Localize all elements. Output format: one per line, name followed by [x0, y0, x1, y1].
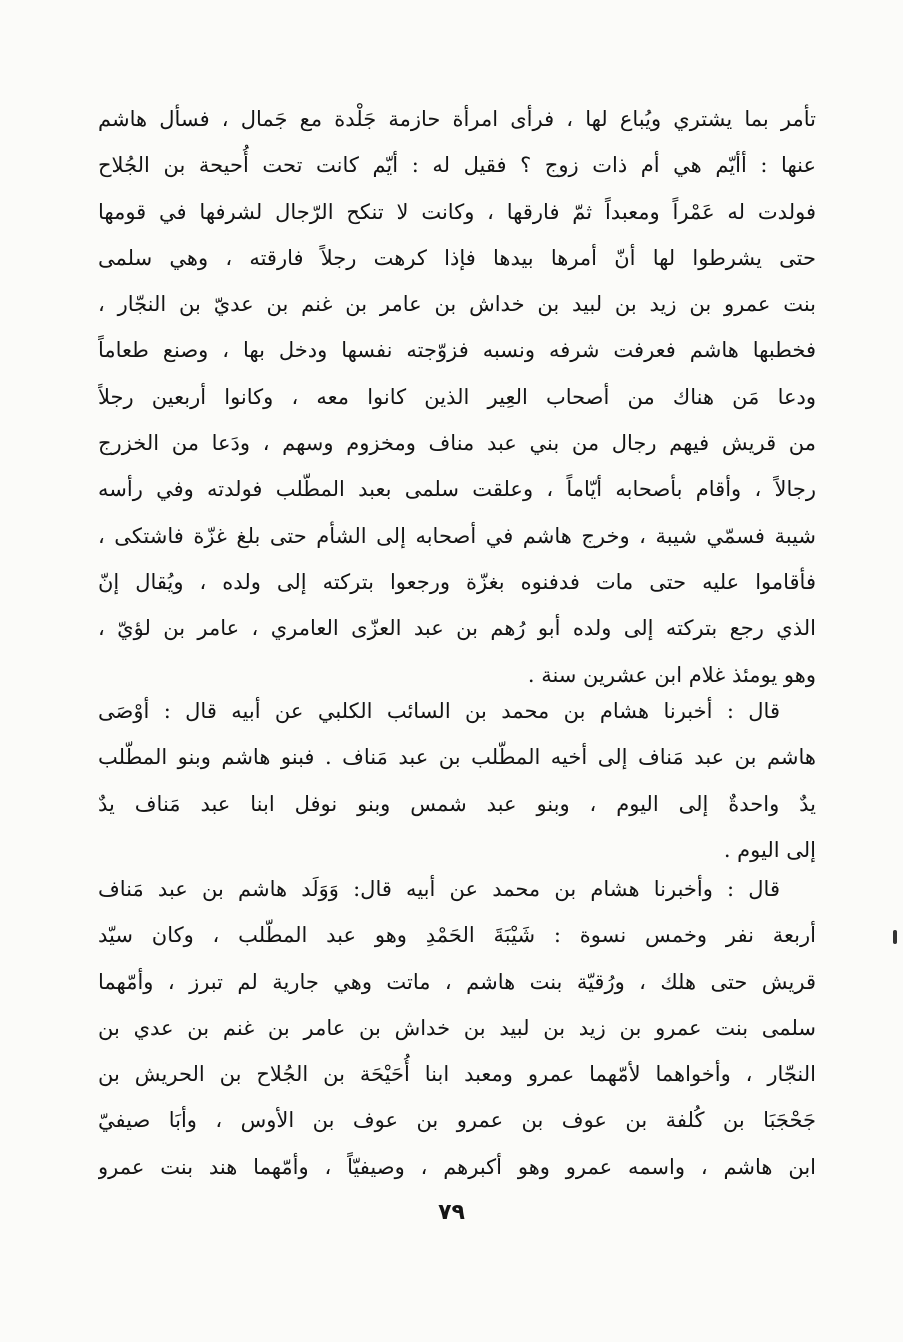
text-line: بنت عمرو بن زيد بن لبيد بن خداش بن عامر بن غنم بن عديّ بن النجّار ، — [98, 292, 816, 317]
text-line: النجّار ، وأخواهما لأمّهما عمرو ومعبد ابنا أُحَيْحَة بن الجُلاح بن الحريش بن — [98, 1062, 816, 1087]
paragraph-3 — [98, 866, 816, 1190]
text-line: تأمر بما يشتري ويُباع لها ، فرأى امرأة حازمة جَلْدة مع جَمال ، فسأل هاشم — [98, 107, 816, 131]
text-line: قريش حتى هلك ، ورُقيّة بنت هاشم ، ماتت وهي جارية لم تبرز ، وأمّهما — [98, 969, 816, 994]
text-line: ودعا مَن هناك من أصحاب العِير الذين كانوا معه ، وكانوا أربعين رجلاً — [98, 384, 816, 409]
text-line: أربعة نفر وخمس نسوة : شَيْبَةَ الحَمْدِ وهو عبد المطّلب ، وكان سيّد — [98, 923, 816, 948]
text-line: قال : أخبرنا هشام بن محمد بن السائب الكلبي عن أبيه قال : أوْصَى — [98, 699, 780, 723]
text-line: حتى يشرطوا لها أنّ أمرها بيدها فإذا كرهت رجلاً فارقته ، وهي سلمى — [98, 245, 816, 270]
text-line: يدٌ واحدةٌ إلى اليوم ، وبنو عبد شمس وبنو نوفل ابنا عبد مَناف يدٌ — [98, 791, 816, 816]
text-line: فولدت له عَمْراً ومعبداً ثمّ فارقها ، وكانت لا تنكح الرّجال لشرفها في قومها — [98, 199, 816, 224]
text-line: إلى اليوم . — [723, 837, 816, 862]
text-line: سلمى بنت عمرو بن زيد بن لبيد بن خداش بن عامر بن غنم بن عدي بن — [98, 1015, 816, 1040]
text-line: عنها : أأيّم هي أم ذات زوج ؟ فقيل له : أيّم كانت تحت أُحيحة بن الجُلاح — [98, 153, 816, 178]
text-line: الذي رجع بتركته إلى ولده أبو رُهم بن عبد العزّى العامري ، عامر بن لؤيّ ، — [98, 616, 816, 641]
text-line: جَحْجَبَا بن كُلفة بن عوف بن عمرو بن عوف بن الأوس ، وأبَا صيفيّ — [98, 1108, 816, 1133]
text-line: ابن هاشم ، واسمه عمرو وهو أكبرهم ، وصيفيّاً ، وأمّهما هند بنت عمرو — [98, 1154, 816, 1179]
text-line: فأقاموا عليه حتى مات فدفنوه بغزّة ورجعوا بتركته إلى ولده ، ويُقال إنّ — [98, 569, 816, 594]
paragraph-2 — [98, 688, 816, 873]
paragraph-1 — [98, 96, 816, 698]
text-line: فخطبها هاشم فعرفت شرفه ونسبه فزوّجته نفسها ودخل بها ، وصنع طعاماً — [98, 338, 816, 363]
text-line: وهو يومئذ غلام ابن عشرين سنة . — [527, 662, 816, 687]
text-line: قال : وأخبرنا هشام بن محمد عن أبيه قال: وَوَلَد هاشم بن عبد مَناف — [98, 877, 780, 901]
page-number: ٧٩ — [438, 1200, 465, 1225]
text-line: رجالاً ، وأقام بأصحابه أيّاماً ، وعلقت سلمى بعبد المطّلب فولدته وفي رأسه — [98, 477, 816, 502]
text-line: من قريش فيهم رجال من بني عبد مناف ومخزوم وسهم ، ودَعا من الخزرج — [98, 431, 816, 456]
text-line: هاشم بن عبد مَناف إلى أخيه المطّلب بن عبد مَناف . فبنو هاشم وبنو المطّلب — [98, 745, 816, 770]
text-line: شيبة فسمّي شيبة ، وخرج هاشم في أصحابه إلى الشأم حتى بلغ غزّة فاشتكى ، — [98, 523, 816, 548]
page-edge-mark — [893, 930, 897, 944]
